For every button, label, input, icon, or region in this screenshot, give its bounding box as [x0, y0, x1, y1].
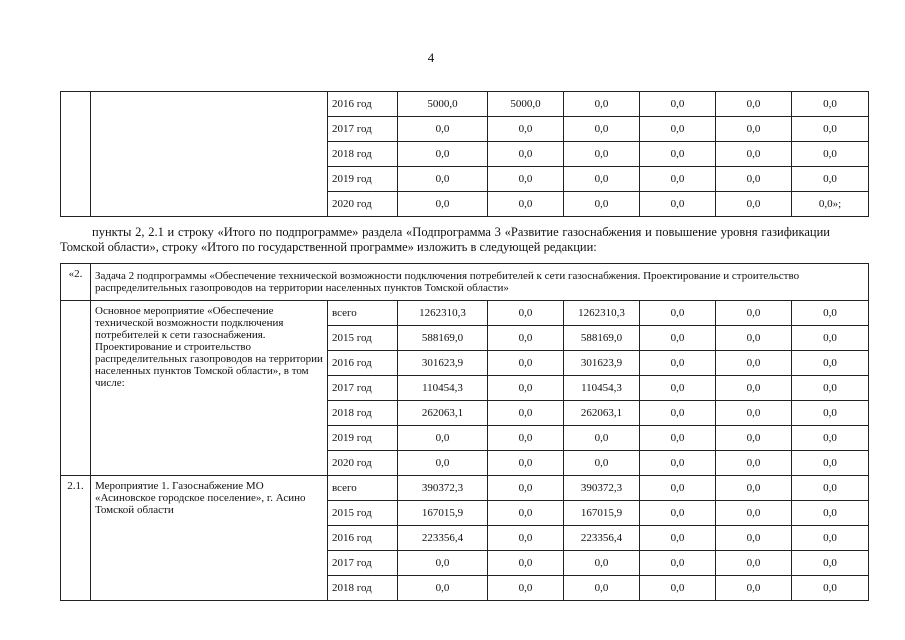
value-cell: 0,0	[398, 576, 488, 601]
value-cell: 0,0	[640, 142, 716, 167]
value-cell: 0,0	[398, 451, 488, 476]
number-cell	[61, 92, 91, 217]
year-cell: 2017 год	[328, 117, 398, 142]
value-cell: 1262310,3	[398, 301, 488, 326]
value-cell: 301623,9	[398, 351, 488, 376]
value-cell: 0,0	[716, 301, 792, 326]
value-cell: 0,0	[792, 551, 869, 576]
value-cell: 588169,0	[564, 326, 640, 351]
value-cell: 0,0	[716, 401, 792, 426]
value-cell: 0,0	[640, 326, 716, 351]
value-cell: 0,0	[640, 526, 716, 551]
value-cell: 0,0	[488, 576, 564, 601]
value-cell: 0,0	[792, 476, 869, 501]
value-cell: 0,0	[792, 167, 869, 192]
value-cell: 0,0	[716, 526, 792, 551]
year-cell: 2018 год	[328, 401, 398, 426]
value-cell: 0,0	[716, 92, 792, 117]
value-cell: 0,0	[488, 551, 564, 576]
value-cell: 0,0	[716, 476, 792, 501]
value-cell: 0,0	[488, 451, 564, 476]
value-cell: 0,0	[564, 117, 640, 142]
value-cell: 0,0	[640, 117, 716, 142]
value-cell: 301623,9	[564, 351, 640, 376]
value-cell: 0,0	[398, 551, 488, 576]
value-cell: 0,0	[488, 501, 564, 526]
item-description-text: Мероприятие 1. Газоснабжение МО «Асиновское городское поселение», г. Асино Томской области	[95, 480, 306, 516]
item-description	[91, 301, 328, 476]
value-cell: 0,0	[488, 192, 564, 217]
amendment-paragraph: пункты 2, 2.1 и строку «Итого по подпрограмме» раздела «Подпрограмма 3 «Развитие газоснабжения и повышение уровня газификации Томской области», строку «Итого по государственной программе» изложить в следующей редакции:	[60, 225, 830, 254]
value-cell: 0,0	[792, 92, 869, 117]
value-cell: 0,0	[716, 376, 792, 401]
value-cell: 0,0	[792, 526, 869, 551]
value-cell: 0,0	[488, 167, 564, 192]
value-cell: 0,0	[640, 376, 716, 401]
year-cell: 2019 год	[328, 167, 398, 192]
value-cell: 167015,9	[564, 501, 640, 526]
table-row	[61, 92, 869, 117]
value-cell: 0,0	[792, 501, 869, 526]
value-cell: 0,0	[716, 501, 792, 526]
value-cell: 0,0	[716, 576, 792, 601]
value-cell: 0,0	[640, 551, 716, 576]
year-cell: 2018 год	[328, 142, 398, 167]
value-cell: 0,0	[716, 142, 792, 167]
table-continuation	[60, 91, 869, 217]
year-cell: 2015 год	[328, 326, 398, 351]
value-cell: 0,0	[488, 401, 564, 426]
year-cell: 2017 год	[328, 551, 398, 576]
year-cell: 2020 год	[328, 451, 398, 476]
value-cell: 0,0	[716, 551, 792, 576]
year-cell: 2017 год	[328, 376, 398, 401]
value-cell: 0,0	[640, 301, 716, 326]
value-cell: 0,0	[640, 92, 716, 117]
value-cell: 0,0	[792, 117, 869, 142]
value-cell: 0,0	[564, 167, 640, 192]
item-number	[61, 301, 91, 476]
table-subprogram-3	[60, 263, 869, 601]
value-cell: 588169,0	[398, 326, 488, 351]
value-cell: 0,0	[398, 192, 488, 217]
value-cell: 0,0	[398, 117, 488, 142]
description-cell	[91, 92, 328, 217]
year-cell: 2016 год	[328, 526, 398, 551]
value-cell: 0,0	[398, 426, 488, 451]
value-cell: 5000,0	[398, 92, 488, 117]
value-cell: 5000,0	[488, 92, 564, 117]
value-cell: 0,0	[792, 326, 869, 351]
year-cell: всего	[328, 476, 398, 501]
value-cell: 0,0	[398, 142, 488, 167]
value-cell: 0,0	[488, 426, 564, 451]
value-cell: 390372,3	[564, 476, 640, 501]
item-description-text: Основное мероприятие «Обеспечение технической возможности подключения потребителей к сети газоснабжения. Проектирование и строительство распределительных газопроводов на территории населенных пунктов Томской области», в том числе:	[95, 305, 323, 389]
value-cell: 110454,3	[564, 376, 640, 401]
value-cell: 0,0	[564, 92, 640, 117]
value-cell: 0,0	[488, 142, 564, 167]
value-cell: 0,0	[398, 167, 488, 192]
value-cell: 0,0	[564, 142, 640, 167]
value-cell: 0,0	[488, 326, 564, 351]
value-cell: 0,0	[792, 301, 869, 326]
value-cell: 0,0	[488, 376, 564, 401]
value-cell: 0,0»;	[792, 192, 869, 217]
value-cell: 0,0	[792, 351, 869, 376]
value-cell: 0,0	[716, 351, 792, 376]
value-cell: 0,0	[716, 426, 792, 451]
task-number: «2.	[61, 264, 91, 301]
value-cell: 0,0	[488, 351, 564, 376]
page-number: 4	[427, 50, 435, 65]
value-cell: 0,0	[640, 576, 716, 601]
item-description	[91, 476, 328, 601]
value-cell: 0,0	[564, 192, 640, 217]
value-cell: 0,0	[792, 401, 869, 426]
year-cell: 2020 год	[328, 192, 398, 217]
value-cell: 0,0	[792, 426, 869, 451]
value-cell: 0,0	[488, 526, 564, 551]
value-cell: 0,0	[716, 192, 792, 217]
value-cell: 0,0	[488, 476, 564, 501]
table-row	[61, 476, 869, 501]
value-cell: 0,0	[792, 142, 869, 167]
year-cell: 2016 год	[328, 92, 398, 117]
value-cell: 110454,3	[398, 376, 488, 401]
value-cell: 1262310,3	[564, 301, 640, 326]
value-cell: 0,0	[792, 576, 869, 601]
value-cell: 0,0	[716, 167, 792, 192]
value-cell: 223356,4	[564, 526, 640, 551]
year-cell: 2015 год	[328, 501, 398, 526]
value-cell: 0,0	[716, 451, 792, 476]
year-cell: 2019 год	[328, 426, 398, 451]
task-text: Задача 2 подпрограммы «Обеспечение технической возможности подключения потребителей к сети газоснабжения. Проектирование и строительство распределительных газопроводов на территории населенных пунктов Томской области»	[91, 264, 869, 301]
value-cell: 262063,1	[564, 401, 640, 426]
value-cell: 0,0	[640, 401, 716, 426]
value-cell: 223356,4	[398, 526, 488, 551]
value-cell: 0,0	[716, 117, 792, 142]
value-cell: 262063,1	[398, 401, 488, 426]
value-cell: 0,0	[640, 476, 716, 501]
value-cell: 0,0	[640, 192, 716, 217]
value-cell: 0,0	[488, 117, 564, 142]
value-cell: 0,0	[792, 451, 869, 476]
value-cell: 0,0	[716, 326, 792, 351]
value-cell: 0,0	[640, 351, 716, 376]
task-row	[61, 264, 869, 301]
value-cell: 0,0	[640, 426, 716, 451]
value-cell: 0,0	[488, 301, 564, 326]
table-row	[61, 301, 869, 326]
year-cell: 2016 год	[328, 351, 398, 376]
year-cell: 2018 год	[328, 576, 398, 601]
value-cell: 390372,3	[398, 476, 488, 501]
value-cell: 0,0	[640, 167, 716, 192]
value-cell: 167015,9	[398, 501, 488, 526]
value-cell: 0,0	[564, 576, 640, 601]
value-cell: 0,0	[640, 451, 716, 476]
year-cell: всего	[328, 301, 398, 326]
value-cell: 0,0	[640, 501, 716, 526]
value-cell: 0,0	[564, 551, 640, 576]
value-cell: 0,0	[564, 426, 640, 451]
value-cell: 0,0	[564, 451, 640, 476]
value-cell: 0,0	[792, 376, 869, 401]
item-number: 2.1.	[61, 476, 91, 601]
